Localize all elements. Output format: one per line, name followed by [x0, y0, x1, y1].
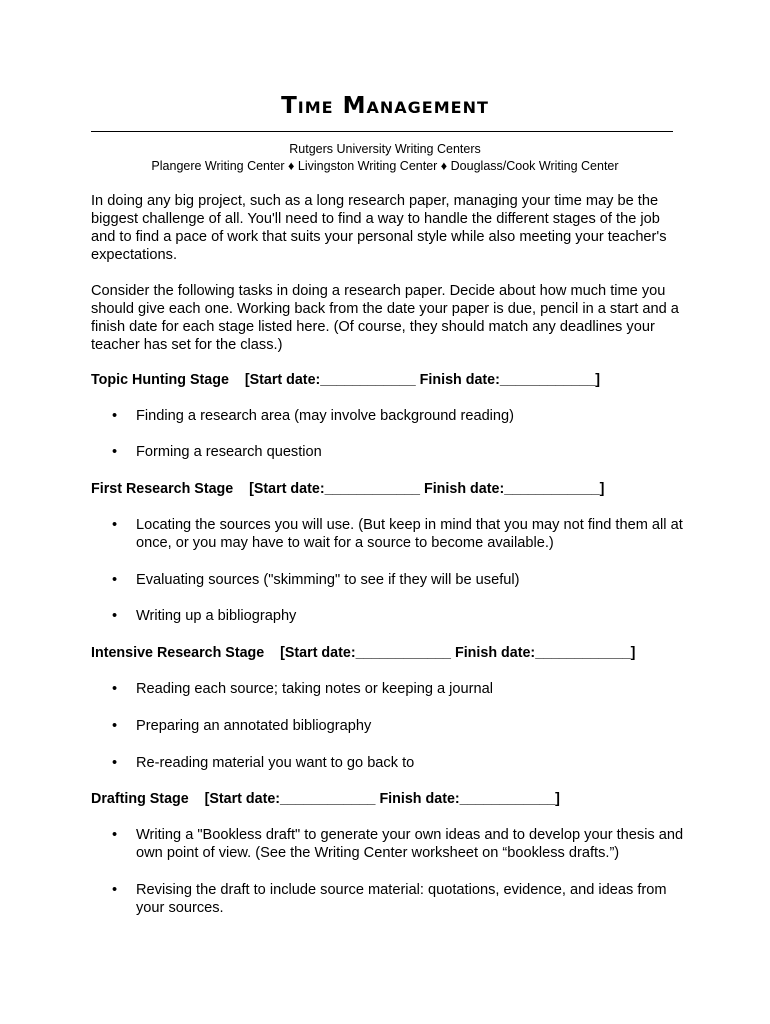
intro-paragraph-2: Consider the following tasks in doing a research paper. Decide about how much time you should give each one. Working back from the date your paper is due, pencil in a start and a finish date for each stage listed here. (Of course, they should match any deadlines your teacher has set for the class.) — [91, 283, 679, 353]
bullet-icon: • — [112, 827, 118, 843]
bullet-icon: • — [112, 718, 118, 734]
list-item-text: Re-reading material you want to go back to — [136, 755, 415, 771]
intro-paragraph-1: In doing any big project, such as a long research paper, managing your time may be the biggest challenge of all. You'll need to find a way to handle the different stages of the job and to find a pace of work that suits your personal style while also meeting your teacher's expectations. — [91, 193, 667, 263]
list-item-text: Preparing an annotated bibliography — [136, 718, 372, 734]
bullet-icon: • — [112, 681, 118, 697]
bullet-icon: • — [112, 755, 118, 771]
org-line-university: Rutgers University Writing Centers — [289, 142, 481, 156]
bullet-icon: • — [112, 444, 118, 460]
list-item-text: Writing up a bibliography — [136, 608, 297, 624]
org-line-centers: Plangere Writing Center ♦ Livingston Writing Center ♦ Douglass/Cook Writing Center — [151, 159, 619, 173]
bullet-icon: • — [112, 882, 118, 898]
page-title: Time Management — [281, 93, 489, 119]
stage-heading-intensive-research: Intensive Research Stage [Start date:____________ Finish date:____________] — [91, 645, 636, 661]
stage-heading-drafting: Drafting Stage [Start date:____________ Finish date:____________] — [91, 791, 560, 807]
bullet-icon: • — [112, 572, 118, 588]
stage-heading-topic-hunting: Topic Hunting Stage [Start date:____________ Finish date:____________] — [91, 372, 601, 388]
list-item-text: Revising the draft to include source material: quotations, evidence, and ideas from your sources. — [136, 882, 667, 916]
list-item-text: Reading each source; taking notes or keeping a journal — [136, 681, 493, 697]
list-item-text: Forming a research question — [136, 444, 322, 460]
stage-heading-first-research: First Research Stage [Start date:____________ Finish date:____________] — [91, 481, 605, 497]
bullet-icon: • — [112, 408, 118, 424]
list-item-text: Writing a "Bookless draft" to generate your own ideas and to develop your thesis and own point of view. (See the Writing Center worksheet on “bookless drafts.”) — [136, 827, 684, 861]
title-divider — [91, 131, 673, 132]
bullet-icon: • — [112, 608, 118, 624]
bullet-icon: • — [112, 517, 118, 533]
list-item-text: Locating the sources you will use. (But keep in mind that you may not find them all at once, or you may have to wait for a source to become available.) — [136, 517, 683, 551]
list-item-text: Evaluating sources ("skimming" to see if they will be useful) — [136, 572, 520, 588]
list-item-text: Finding a research area (may involve background reading) — [136, 408, 515, 424]
